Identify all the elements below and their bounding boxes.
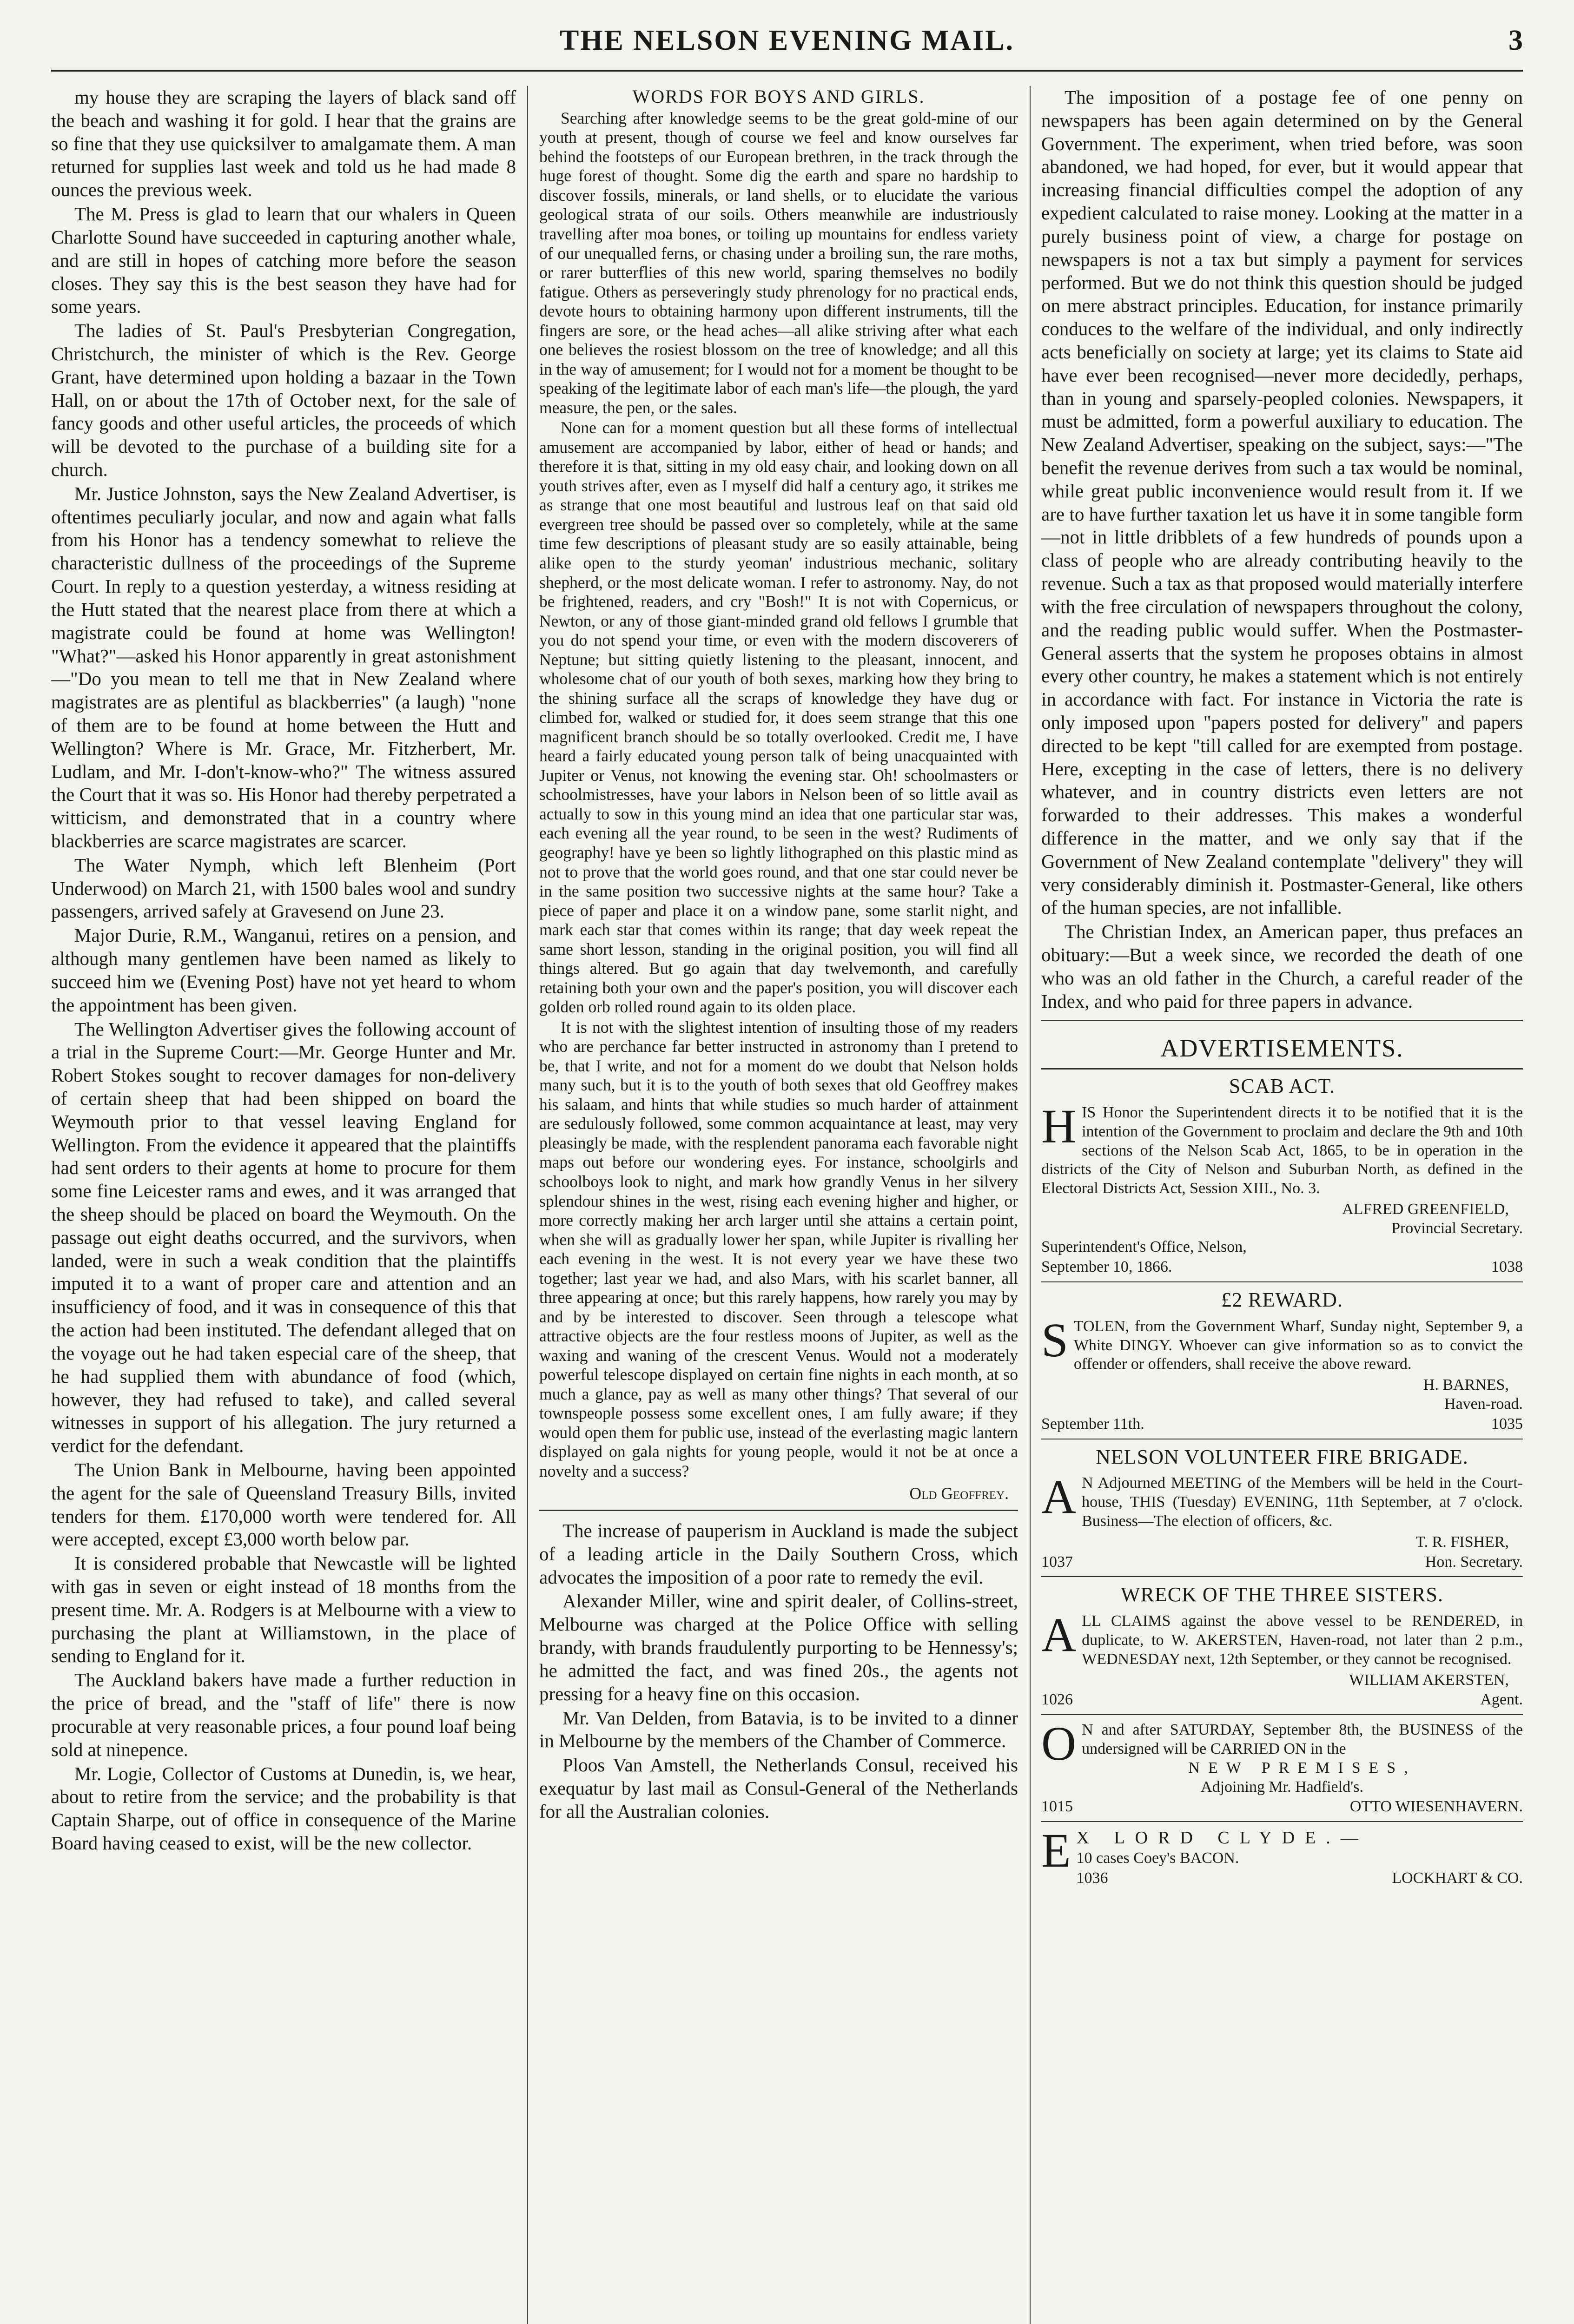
article-paragraph: Alexander Miller, wine and spirit dealer, of Collins-street, Melbourne was charged at the Police Office with selling brandy, with brands fraudulently purporting to be Hennessy's; he admitted the fact, and was fined 20s., the agents not pressing for a heavy fine on this occasion. — [539, 1590, 1018, 1704]
ad-number: 1037 — [1041, 1553, 1073, 1571]
ad-divider — [1041, 1576, 1523, 1577]
ad-place: Superintendent's Office, Nelson, — [1041, 1238, 1247, 1256]
masthead — [51, 19, 1523, 72]
section-divider — [539, 1510, 1018, 1511]
advertisement-lord-clyde — [1041, 1824, 1523, 1888]
ad-body: N Adjourned MEETING of the Members will be held in the Court-house, THIS (Tuesday) EVENING, 11th September, at 7 o'clock. Business—The election of officers, &c. — [1082, 1474, 1523, 1530]
section-divider — [1041, 1020, 1523, 1021]
article-paragraph: Mr. Logie, Collector of Customs at Dunedin, is, we hear, about to retire from the service; and the probability is that Captain Sharpe, out of office in consequence of the Marine Board having ceased to exist, will be the new collector. — [51, 1763, 516, 1854]
ad-subline: Adjoining Mr. Hadfield's. — [1201, 1778, 1363, 1796]
article-paragraph: Major Durie, R.M., Wanganui, retires on a pension, and although many gentlemen have been named as likely to succeed him we (Evening Post) have not yet heard to whom the appointment has been given. — [51, 924, 516, 1016]
drop-cap: E — [1041, 1824, 1071, 1878]
article-paragraph: Mr. Justice Johnston, says the New Zealand Advertiser, is oftentimes peculiarly jocular, and now and again what falls from his Honor has a tendency somewhat to relieve the characteristic dullness of the proceedings of the Supreme Court. In reply to a question yesterday, a witness residing at the Hutt stated that the nearest place from there at which a magistrate could be found at home was Wellington! "What?"—asked his Honor apparently in great astonishment—"Do you mean to tell me that in New Zealand where magistrates are as plentiful as blackberries" (a laugh) "none of them are to be found at home between the Hutt and Wellington? Where is Mr. Grace, Mr. Fitzherbert, Mr. Ludlam, and Mr. I-don't-know-who?" The witness assured the Court that it was so. His Honor had thereby perpetrated a witticism, and demonstrated that in a country where blackberries are scarce magistrates are scarcer. — [51, 482, 516, 852]
ad-headline: X LORD CLYDE.— — [1076, 1828, 1369, 1848]
column-three — [1041, 86, 1523, 2324]
ad-signer-role: Agent. — [1480, 1691, 1523, 1709]
advertisement-scab-act — [1041, 1074, 1523, 1277]
letter-paragraph: None can for a moment question but all these forms of intellectual amusement are accompanied by labor, either of head or hands; and therefore it is that, sitting in my old easy chair, and looking down on all youth strives after, even as I myself did half a century ago, it strikes me as strange that one most beautiful and lustrous leaf on that said old evergreen tree should be passed over so completely, while at the same time few descriptions of pleasant study are so easily attainable, being alike open to the sturdy yeoman' industrious mechanic, solitary shepherd, or the most delicate woman. I refer to astronomy. Nay, do not be frightened, readers, and cry "Bosh!" It is not with Copernicus, or Newton, or any of those giant-minded grand old fellows I grumble that you do not spend your time, or even with the modern discoverers of Neptune; but sitting quietly listening to the pleasant, innocent, and wholesome chat of our youth of both sexes, marking how they bring to the shining surface all the scraps of knowledge they have dug or climbed for, walked or studied for, it does seem strange that this one magnificent branch should be so totally overlooked. Credit me, I have heard a fairly educated young person talk of being unacquainted with Jupiter or Venus, not knowing the evening star. Oh! schoolmasters or schoolmistresses, have your labors in Nelson been of so little avail as actually to sow in this young mind an idea that one particular star was, each evening all the year round, to be seen in the west? Rudiments of geography! have ye been so lightly lithographed on this plastic mind as not to prove that the world goes round, and that one star could never be in the same position two successive nights at the same hour? Take a piece of paper and place it on a window pane, some starlit night, and mark each star that comes within its range; that day week repeat the same short lesson, standing in the original position, you will find all things altered. But go again that day twelvemonth, and carefully retaining both your own and the paper's position, you will discover each golden orb rolled round again to its olden place. — [539, 418, 1018, 1017]
ad-title: NELSON VOLUNTEER FIRE BRIGADE. — [1096, 1445, 1468, 1468]
article-paragraph: Mr. Van Delden, from Batavia, is to be invited to a dinner in Melbourne by the members of the Chamber of Commerce. — [539, 1707, 1018, 1752]
ad-date: September 11th. — [1041, 1415, 1144, 1433]
ad-body: N and after SATURDAY, September 8th, the BUSINESS of the undersigned will be CARRIED ON in the — [1082, 1721, 1523, 1758]
ad-signer: OTTO WIESENHAVERN. — [1349, 1798, 1523, 1816]
ad-body: IS Honor the Superintendent directs it to be notified that it is the intention of the Government to proclaim and declare the 9th and 10th sections of the Nelson Scab Act, 1865, to be in operation in the districts of the City of Nelson and Suburban North, as defined in the Electoral Districts Act, Session XIII., No. 3. — [1041, 1103, 1523, 1197]
newspaper-title: THE NELSON EVENING MAIL. — [559, 25, 1015, 56]
ad-title: WRECK OF THE THREE SISTERS. — [1121, 1583, 1443, 1606]
column-divider — [527, 86, 528, 2324]
article-paragraph: The Christian Index, an American paper, thus prefaces an obituary:—But a week since, we recorded the death of one who was an old father in the Church, a careful reader of the Index, and who paid for three papers in advance. — [1041, 921, 1523, 1012]
article-paragraph: It is considered probable that Newcastle will be lighted with gas in seven or eight instead of 18 months from the present time. Mr. A. Rodgers is at Melbourne with a view to purchasing the plant at Williamstown, in the place of sending to England for it. — [51, 1552, 516, 1667]
article-paragraph: Ploos Van Amstell, the Netherlands Consul, received his exequatur by last mail as Consul-General of the Netherlands for all the Australian colonies. — [539, 1754, 1018, 1822]
advertisement-reward — [1041, 1288, 1523, 1434]
ad-signer-role: Haven-road. — [1444, 1395, 1523, 1413]
ad-signer: ALFRED GREENFIELD, — [1342, 1200, 1509, 1218]
ad-title: £2 REWARD. — [1221, 1288, 1343, 1312]
ad-number: 1036 — [1076, 1869, 1108, 1887]
ad-number: 1035 — [1491, 1415, 1523, 1433]
article-paragraph: The Water Nymph, which left Blenheim (Port Underwood) on March 21, with 1500 bales wool and sundry passengers, arrived safely at Gravesend on June 23. — [51, 854, 516, 922]
ad-signer-role: Provincial Secretary. — [1391, 1219, 1523, 1237]
article-paragraph: The ladies of St. Paul's Presbyterian Congregation, Christchurch, the minister of which is the Rev. George Grant, have determined upon holding a bazaar in the Town Hall, on or about the 17th of October next, for the sale of fancy goods and other useful articles, the proceeds of which will be devoted to the purchase of a building site for a church. — [51, 320, 516, 480]
letter-paragraph: Searching after knowledge seems to be the great gold-mine of our youth at present, though of course we feel and know ourselves far behind the footsteps of our European brethren, in the track through the huge forest of thought. Some dig the earth and spare no hardship to discover fossils, minerals, or land shells, or to elucidate the various geological strata of our soils. Others meanwhile are industriously travelling after moa bones, or toiling up mountains for endless variety of our unequalled ferns, or chasing under a broiling sun, the rare moths, or rarer butterflies of this new world, sparing themselves no bodily fatigue. Others as perseveringly study phrenology for no practical ends, devote hours to obtaining harmony upon different instruments, till the fingers are sore, or the head aches—all alike striving after what each one believes the rosiest blossom on the tree of knowledge; and all this in the way of amusement; for I would not for a moment be thought to be speaking of the legitimate labor of each man's life—the plough, the yard measure, the pen, or the sales. — [539, 108, 1018, 417]
article-paragraph: The imposition of a postage fee of one penny on newspapers has been again determined on by the General Government. The experiment, when tried before, was soon abandoned, we had hoped, for ever, but it would appear that increasing financial difficulties compel the adoption of any expedient calculated to raise money. Looking at the matter in a purely business point of view, a charge for postage on newspapers is not a tax but simply a payment for services performed. But we do not think this question should be judged on mere abstract principles. Education, for instance primarily conduces to the welfare of the individual, and only indirectly acts beneficially on society at large; yet its claims to State aid have ever been recognised—never more decidedly, perhaps, than in young and sparsely-peopled colonies. Newspapers, it must be admitted, form a powerful auxiliary to education. The New Zealand Advertiser, speaking on the subject, says:—"The benefit the revenue derives from such a tax would be nominal, while great public inconvenience would result from it. If we are to have further taxation let us have it in some tangible form—not in little dribblets of a few hundreds of pounds upon a class of people who are already contributing heavily to the revenue. Such a tax as that proposed would materially interfere with the free circulation of newspapers throughout the colony, and the reading public would suffer. When the Postmaster-General asserts that the system he proposes obtains in almost every other country, he makes a statement which is not entirely in accordance with fact. For instance in Victoria the rate is only imposed upon "papers posted for delivery" and papers directed to be kept "till called for are exempted from postage. Here, excepting in the case of letters, there is no delivery whatever, and in country districts even letters are not forwarded to their addresses. This makes a wonderful difference in the matter, and we only say that if the Government of New Zealand contemplate "delivery" they will very considerably diminish it. Postmaster-General, like others of the human species, are not infallible. — [1041, 86, 1523, 918]
drop-cap: O — [1041, 1717, 1077, 1771]
ad-number: 1015 — [1041, 1798, 1073, 1816]
article-paragraph: my house they are scraping the layers of black sand off the beach and washing it for gold. I hear that the grains are so fine that they use quicksilver to amalgamate them. A man returned for supplies last week and told us he had made 8 ounces the previous week. — [51, 86, 516, 201]
page-number: 3 — [1508, 25, 1523, 56]
article-paragraph: The M. Press is glad to learn that our whalers in Queen Charlotte Sound have succeeded in capturing another whale, and are still in hopes of catching more before the season closes. They say this is the best season they have had for some years. — [51, 203, 516, 317]
ad-number: 1026 — [1041, 1691, 1073, 1709]
article-paragraph: The Auckland bakers have made a further reduction in the price of bread, and the "staff of life" there is now procurable at very reasonable prices, a four pound loaf being sold at ninepence. — [51, 1669, 516, 1760]
drop-cap: A — [1041, 1470, 1077, 1524]
column-divider — [1030, 86, 1031, 2324]
ad-body: TOLEN, from the Government Wharf, Sunday night, September 9, a White DINGY. Whoever can give information so as to convict the offender or offenders, shall receive the above reward. — [1073, 1317, 1523, 1373]
ad-signer: H. BARNES, — [1423, 1376, 1509, 1394]
article-paragraph: The increase of pauperism in Auckland is made the subject of a leading article in the Daily Southern Cross, which advocates the imposition of a poor rate to remedy the evil. — [539, 1520, 1018, 1588]
drop-cap: A — [1041, 1608, 1077, 1662]
ad-signer-role: Hon. Secretary. — [1425, 1553, 1523, 1571]
ad-number: 1038 — [1491, 1258, 1523, 1276]
letter-block — [539, 86, 1018, 1503]
letter-signature: Old Geoffrey. — [909, 1484, 1009, 1503]
ad-divider — [1041, 1281, 1523, 1282]
column-one — [51, 86, 516, 2324]
drop-cap: S — [1041, 1313, 1068, 1367]
drop-cap: H — [1041, 1099, 1077, 1153]
ad-divider — [1041, 1714, 1523, 1715]
ad-body: 10 cases Coey's BACON. — [1076, 1849, 1239, 1867]
letter-heading: WORDS FOR BOYS AND GIRLS. — [632, 86, 925, 107]
ad-signer: WILLIAM AKERSTEN, — [1349, 1671, 1509, 1689]
article-paragraph: The Union Bank in Melbourne, having been appointed the agent for the sale of Queensland Treasury Bills, invited tenders for them. £170,000 worth were tendered for. All were accepted, except £3,000 worth below par. — [51, 1459, 516, 1550]
ad-body: LL CLAIMS against the above vessel to be RENDERED, in duplicate, to W. AKERSTEN, Haven-road, not later than 2 p.m., WEDNESDAY next, 12th September, or they cannot be recognised. — [1082, 1612, 1523, 1668]
ad-title: SCAB ACT. — [1229, 1075, 1336, 1098]
advertisement-wreck — [1041, 1583, 1523, 1710]
article-paragraph: The Wellington Advertiser gives the following account of a trial in the Supreme Court:—Mr. George Hunter and Mr. Robert Stokes sought to recover damages for non-delivery of certain sheep that had been shipped on board the Weymouth prior to that vessel leaving England for Wellington. From the evidence it appeared that the plaintiffs had sent orders to their agents at home to procure for them some fine Leicester rams and ewes, and it was arranged that the sheep should be placed on board the Weymouth. On the passage out eight deaths occurred, and the survivors, when landed, were in such a weak condition that the plaintiffs imputed it to a want of proper care and attention and an insufficiency of food, and it was in consequence of this that the action had been instituted. The defendant alleged that on the voyage out he had taken especial care of the sheep, that he had supplied them with abundance of food (which, however, they had refused to take), and called several witnesses in support of his allegation. The jury returned a verdict for the defendant. — [51, 1018, 516, 1457]
column-two — [539, 86, 1018, 2324]
ad-date: September 10, 1866. — [1041, 1258, 1172, 1276]
advertisement-new-premises — [1041, 1717, 1523, 1816]
ad-signer: T. R. FISHER, — [1415, 1533, 1509, 1551]
letter-paragraph: It is not with the slightest intention of insulting those of my readers who are perchance far better instructed in astronomy than I pretend to be, that I write, and not for a moment do we doubt that Nelson holds many such, but it is to the youth of both sexes that old Geoffrey makes his salaam, and hints that while studies so much harder of attainment are sedulously followed, some common acquaintance at least, may very pleasingly be made, with the resplendent panorama each favorable night maps out before our wondering eyes. For instance, schoolgirls and schoolboys look to night, and mark how grandly Venus in her silvery splendour shines in the west, rising each evening higher and higher, or more correctly making her arch larger until she attains a certain point, when she will as gradually lower her span, while Jupiter is rivalling her each evening in the west. It is not every year we have these two together; last year we had, and also Mars, with his scarlet banner, all three appearing at once; but this rarely happens, how rarely you may by and by be interested to discover. Seen through a telescope what attractive objects are the four restless moons of Jupiter, as well as the waxing and waning of the crescent Venus. Would not a moderately powerful telescope displayed on certain fine nights in each month, at so much a glance, pay as well as many other things? That several of our townspeople possess some excellent ones, I am fully aware; if they would open them for public use, instead of the everlasting magic lantern displayed on gala nights for young people, would it not be at once a novelty and a success? — [539, 1017, 1018, 1480]
ad-signer: LOCKHART & CO. — [1392, 1869, 1523, 1887]
advertisement-fire-brigade — [1041, 1445, 1523, 1572]
ad-divider — [1041, 1821, 1523, 1822]
advertisements-heading: ADVERTISEMENTS. — [1041, 1030, 1523, 1070]
ad-highlight: NEW PREMISES, — [1188, 1759, 1416, 1776]
